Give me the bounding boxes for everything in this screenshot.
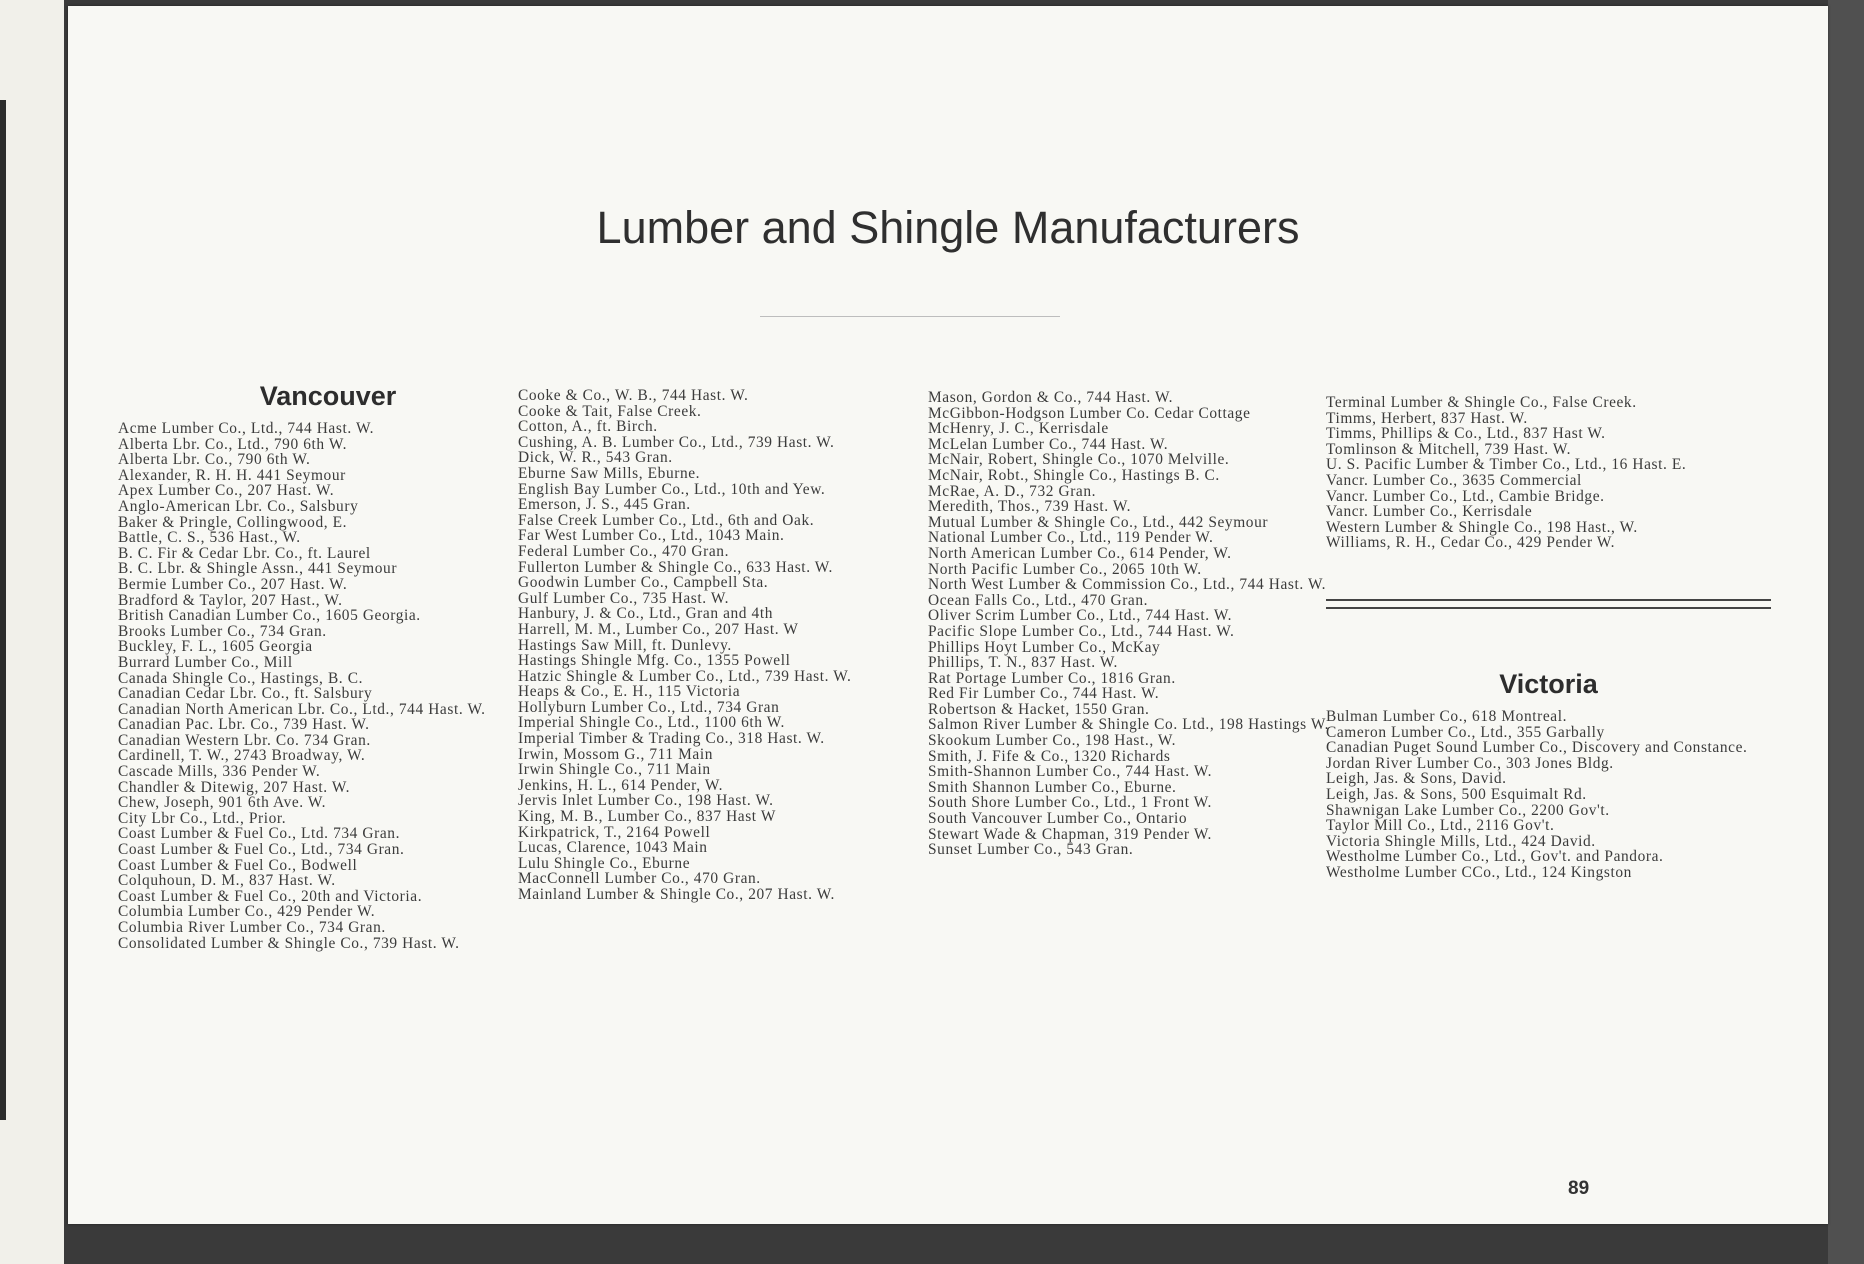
page-number: 89	[1568, 1178, 1590, 1199]
entry-list	[1326, 395, 1771, 551]
directory-entry: Cooke & Tait, False Creek.	[518, 402, 702, 420]
directory-entry: Burrard Lumber Co., Mill	[118, 653, 293, 671]
directory-entry: Salmon River Lumber & Shingle Co. Ltd., 198 Hastings W.	[928, 716, 1330, 734]
directory-entry: McRae, A. D., 732 Gran.	[928, 482, 1097, 500]
column-3	[928, 390, 1353, 858]
directory-entry: Columbia River Lumber Co., 734 Gran.	[118, 919, 386, 936]
directory-entry: Emerson, J. S., 445 Gran.	[518, 496, 691, 514]
directory-entry: Far West Lumber Co., Ltd., 1043 Main.	[518, 527, 785, 545]
directory-entry: Gulf Lumber Co., 735 Hast. W.	[518, 589, 730, 607]
directory-entry: Lucas, Clarence, 1043 Main	[518, 839, 708, 857]
entry-list	[518, 388, 943, 903]
directory-entry: Terminal Lumber & Shingle Co., False Creek.	[1326, 394, 1637, 411]
directory-entry: B. C. Fir & Cedar Lbr. Co., ft. Laurel	[118, 544, 371, 562]
directory-entry: Westholme Lumber Co., Ltd., Gov't. and Pandora.	[1326, 848, 1664, 866]
directory-entry: Ocean Falls Co., Ltd., 470 Gran.	[928, 591, 1149, 609]
directory-entry: Cooke & Co., W. B., 744 Hast. W.	[518, 387, 749, 404]
directory-entry: Western Lumber & Shingle Co., 198 Hast., W.	[1326, 518, 1638, 536]
directory-entry: Robertson & Hacket, 1550 Gran.	[928, 700, 1150, 718]
directory-entry: Goodwin Lumber Co., Campbell Sta.	[518, 574, 769, 592]
directory-entry: Williams, R. H., Cedar Co., 429 Pender W.	[1326, 534, 1616, 552]
directory-entry: Bermie Lumber Co., 207 Hast. W.	[118, 575, 348, 593]
directory-entry: Brooks Lumber Co., 734 Gran.	[118, 622, 327, 640]
directory-entry: Chandler & Ditewig, 207 Hast. W.	[118, 778, 351, 796]
directory-entry: Oliver Scrim Lumber Co., Ltd., 744 Hast. W.	[928, 607, 1233, 625]
directory-entry: Alexander, R. H. H. 441 Seymour	[118, 466, 346, 484]
directory-entry: McLelan Lumber Co., 744 Hast. W.	[928, 435, 1169, 453]
directory-entry: Buckley, F. L., 1605 Georgia	[118, 638, 313, 656]
directory-entry: U. S. Pacific Lumber & Timber Co., Ltd., 16 Hast. E.	[1326, 456, 1687, 474]
section-divider	[1326, 599, 1771, 609]
directory-entry: King, M. B., Lumber Co., 837 Hast W	[518, 808, 776, 826]
directory-entry: McNair, Robt., Shingle Co., Hastings B. C.	[928, 466, 1220, 484]
directory-entry: Dick, W. R., 543 Gran.	[518, 449, 673, 467]
directory-entry: Timms, Herbert, 837 Hast. W.	[1326, 409, 1528, 427]
directory-entry: Smith Shannon Lumber Co., Eburne.	[928, 778, 1177, 796]
directory-entry: Colquhoun, D. M., 837 Hast. W.	[118, 872, 336, 890]
directory-entry: Columbia Lumber Co., 429 Pender W.	[118, 903, 376, 921]
directory-entry: Shawnigan Lake Lumber Co., 2200 Gov't.	[1326, 801, 1610, 819]
directory-entry: Baker & Pringle, Collingwood, E.	[118, 513, 348, 531]
directory-entry: Red Fir Lumber Co., 744 Hast. W.	[928, 685, 1160, 703]
directory-entry: Hastings Shingle Mfg. Co., 1355 Powell	[518, 652, 791, 670]
directory-entry: City Lbr Co., Ltd., Prior.	[118, 809, 287, 827]
title-divider	[760, 316, 1060, 317]
directory-entry: Tomlinson & Mitchell, 739 Hast. W.	[1326, 440, 1572, 458]
directory-entry: Cascade Mills, 336 Pender W.	[118, 763, 321, 781]
directory-entry: English Bay Lumber Co., Ltd., 10th and Yew.	[518, 480, 826, 498]
section-heading-victoria: Victoria	[1499, 668, 1598, 699]
directory-entry: Phillips Hoyt Lumber Co., McKay	[928, 638, 1161, 656]
directory-entry: South Shore Lumber Co., Ltd., 1 Front W.	[928, 794, 1212, 812]
directory-entry: Irwin Shingle Co., 711 Main	[518, 761, 711, 779]
directory-entry: Cushing, A. B. Lumber Co., Ltd., 739 Hast. W.	[518, 433, 835, 451]
column-4	[1326, 395, 1771, 880]
directory-entry: Irwin, Mossom G., 711 Main	[518, 745, 714, 763]
directory-entry: Leigh, Jas. & Sons, 500 Esquimalt Rd.	[1326, 785, 1587, 803]
directory-entry: McHenry, J. C., Kerrisdale	[928, 420, 1109, 438]
directory-entry: Harrell, M. M., Lumber Co., 207 Hast. W	[518, 620, 799, 638]
directory-entry: Canadian Pac. Lbr. Co., 739 Hast. W.	[118, 716, 370, 734]
entry-list	[118, 421, 538, 951]
directory-entry: Consolidated Lumber & Shingle Co., 739 Hast. W.	[118, 934, 460, 952]
directory-entry: Taylor Mill Co., Ltd., 2116 Gov't.	[1326, 817, 1555, 835]
section-heading-vancouver: Vancouver	[259, 381, 397, 411]
directory-entry: Fullerton Lumber & Shingle Co., 633 Hast. W.	[518, 558, 833, 576]
directory-entry: Vancr. Lumber Co., Kerrisdale	[1326, 503, 1533, 521]
directory-entry: Apex Lumber Co., 207 Hast. W.	[118, 482, 335, 500]
directory-entry: Bradford & Taylor, 207 Hast., W.	[118, 591, 343, 609]
directory-entry: Smith, J. Fife & Co., 1320 Richards	[928, 747, 1171, 765]
directory-entry: Alberta Lbr. Co., 790 6th W.	[118, 451, 311, 469]
directory-entry: Hollyburn Lumber Co., Ltd., 734 Gran	[518, 698, 780, 716]
directory-entry: British Canadian Lumber Co., 1605 Georgia.	[118, 607, 421, 625]
directory-entry: Eburne Saw Mills, Eburne.	[518, 464, 701, 482]
directory-entry: Stewart Wade & Chapman, 319 Pender W.	[928, 825, 1212, 843]
directory-entry: Mainland Lumber & Shingle Co., 207 Hast. W.	[518, 886, 835, 903]
previous-page-edge	[0, 0, 64, 1264]
directory-entry: Coast Lumber & Fuel Co., Ltd., 734 Gran.	[118, 841, 405, 859]
directory-entry: Heaps & Co., E. H., 115 Victoria	[518, 683, 741, 701]
directory-entry: National Lumber Co., Ltd., 119 Pender W.	[928, 529, 1214, 547]
directory-entry: Coast Lumber & Fuel Co., Bodwell	[118, 856, 358, 874]
directory-entry: Sunset Lumber Co., 543 Gran.	[928, 841, 1134, 859]
directory-entry: Bulman Lumber Co., 618 Montreal.	[1326, 707, 1568, 725]
directory-entry: Hatzic Shingle & Lumber Co., Ltd., 739 Hast. W.	[518, 667, 852, 685]
directory-entry: Anglo-American Lbr. Co., Salsbury	[118, 497, 359, 515]
directory-entry: Federal Lumber Co., 470 Gran.	[518, 542, 730, 560]
directory-entry: Timms, Phillips & Co., Ltd., 837 Hast W.	[1326, 425, 1606, 443]
directory-entry: Canada Shingle Co., Hastings, B. C.	[118, 669, 364, 687]
directory-entry: Jervis Inlet Lumber Co., 198 Hast. W.	[518, 792, 774, 810]
directory-entry: Hanbury, J. & Co., Ltd., Gran and 4th	[518, 605, 774, 623]
entry-list	[1326, 709, 1771, 881]
directory-entry: Canadian Cedar Lbr. Co., ft. Salsbury	[118, 685, 373, 703]
directory-entry: Westholme Lumber CCo., Ltd., 124 Kingston	[1326, 863, 1632, 881]
column-2	[518, 388, 943, 903]
directory-entry: False Creek Lumber Co., Ltd., 6th and Oak.	[518, 511, 815, 529]
directory-entry: Jordan River Lumber Co., 303 Jones Bldg.	[1326, 754, 1614, 772]
directory-entry: Hastings Saw Mill, ft. Dunlevy.	[518, 636, 732, 654]
directory-entry: Meredith, Thos., 739 Hast. W.	[928, 498, 1132, 516]
directory-entry: Pacific Slope Lumber Co., Ltd., 744 Hast. W.	[928, 622, 1235, 640]
directory-entry: Lulu Shingle Co., Eburne	[518, 854, 691, 872]
directory-entry: Battle, C. S., 536 Hast., W.	[118, 529, 301, 547]
directory-entry: B. C. Lbr. & Shingle Assn., 441 Seymour	[118, 560, 398, 578]
directory-entry: Canadian Western Lbr. Co. 734 Gran.	[118, 731, 371, 749]
scan-background-edge	[1828, 0, 1864, 1264]
directory-entry: Coast Lumber & Fuel Co., Ltd. 734 Gran.	[118, 825, 401, 843]
directory-entry: Smith-Shannon Lumber Co., 744 Hast. W.	[928, 763, 1213, 781]
entry-list	[928, 390, 1353, 858]
directory-entry: Coast Lumber & Fuel Co., 20th and Victoria.	[118, 887, 423, 905]
directory-entry: Imperial Timber & Trading Co., 318 Hast. W.	[518, 730, 825, 748]
binding-shadow	[0, 100, 6, 1120]
directory-entry: Phillips, T. N., 837 Hast. W.	[928, 654, 1118, 672]
page-title: Lumber and Shingle Manufacturers	[596, 202, 1300, 253]
directory-entry: Canadian Puget Sound Lumber Co., Discovery and Constance.	[1326, 739, 1748, 757]
directory-entry: Mutual Lumber & Shingle Co., Ltd., 442 Seymour	[928, 513, 1269, 531]
directory-entry: North American Lumber Co., 614 Pender, W.	[928, 544, 1232, 562]
directory-entry: Imperial Shingle Co., Ltd., 1100 6th W.	[518, 714, 785, 732]
directory-entry: Victoria Shingle Mills, Ltd., 424 David.	[1326, 832, 1596, 850]
directory-entry: Jenkins, H. L., 614 Pender, W.	[518, 776, 724, 794]
directory-entry: McGibbon-Hodgson Lumber Co. Cedar Cottage	[928, 404, 1251, 422]
column-1	[118, 381, 538, 951]
directory-entry: Acme Lumber Co., Ltd., 744 Hast. W.	[118, 420, 375, 437]
directory-page	[68, 6, 1828, 1224]
directory-entry: Leigh, Jas. & Sons, David.	[1326, 770, 1507, 788]
directory-entry: Cameron Lumber Co., Ltd., 355 Garbally	[1326, 723, 1605, 741]
directory-entry: Cotton, A., ft. Birch.	[518, 418, 658, 436]
directory-entry: Cardinell, T. W., 2743 Broadway, W.	[118, 747, 366, 765]
directory-entry: Vancr. Lumber Co., Ltd., Cambie Bridge.	[1326, 487, 1605, 505]
directory-entry: Chew, Joseph, 901 6th Ave. W.	[118, 794, 327, 812]
directory-entry: South Vancouver Lumber Co., Ontario	[928, 810, 1188, 828]
directory-entry: Skookum Lumber Co., 198 Hast., W.	[928, 732, 1177, 750]
directory-entry: Mason, Gordon & Co., 744 Hast. W.	[928, 389, 1174, 406]
directory-entry: North West Lumber & Commission Co., Ltd., 744 Hast. W.	[928, 576, 1327, 594]
directory-entry: Rat Portage Lumber Co., 1816 Gran.	[928, 669, 1176, 687]
directory-entry: Alberta Lbr. Co., Ltd., 790 6th W.	[118, 435, 348, 453]
directory-entry: Vancr. Lumber Co., 3635 Commercial	[1326, 471, 1582, 489]
directory-entry: North Pacific Lumber Co., 2065 10th W.	[928, 560, 1202, 578]
directory-entry: MacConnell Lumber Co., 470 Gran.	[518, 870, 761, 888]
directory-entry: Kirkpatrick, T., 2164 Powell	[518, 823, 711, 841]
directory-entry: Canadian North American Lbr. Co., Ltd., 744 Hast. W.	[118, 700, 486, 718]
directory-entry: McNair, Robert, Shingle Co., 1070 Melville.	[928, 451, 1230, 469]
